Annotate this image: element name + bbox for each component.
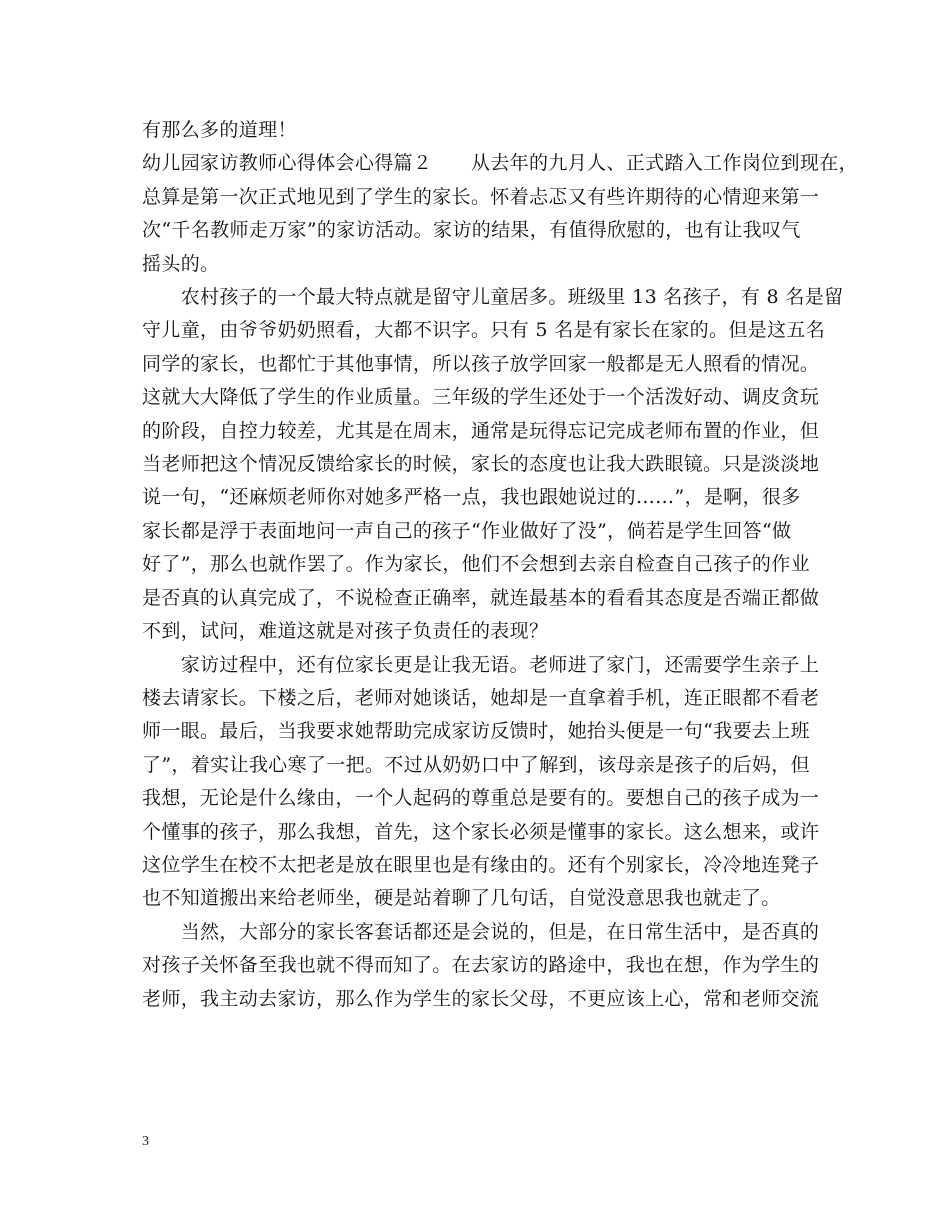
text-line: 个懂事的孩子，那么我想，首先，这个家长必须是懂事的家长。这么想来，或许 bbox=[142, 820, 820, 843]
text-line: 对孩子关怀备至我也就不得而知了。在去家访的路途中，我也在想，作为学生的 bbox=[142, 954, 820, 977]
text-line: 摇头的。 bbox=[142, 252, 220, 275]
text-line: 农村孩子的一个最大特点就是留守儿童居多。班级里 13 名孩子，有 8 名是留 bbox=[142, 286, 844, 309]
text-line: 这就大大降低了学生的作业质量。三年级的学生还处于一个活泼好动、调皮贪玩 bbox=[142, 386, 820, 409]
text-line: 说一句，“还麻烦老师你对她多严格一点，我也跟她说过的……”，是啊，很多 bbox=[142, 486, 801, 509]
text-line: 也不知道搬出来给老师坐，硬是站着聊了几句话，自觉没意思我也就走了。 bbox=[142, 887, 781, 910]
page-number: 3 bbox=[142, 1134, 149, 1149]
text-line: 是否真的认真完成了，不说检查正确率，就连最基本的看看其态度是否端正都做 bbox=[142, 586, 820, 609]
text-line: 这位学生在校不太把老是放在眼里也是有缘由的。还有个别家长，冷冷地连凳子 bbox=[142, 853, 820, 876]
text-line: 老师，我主动去家访，那么作为学生的家长父母，不更应该上心，常和老师交流 bbox=[142, 987, 820, 1010]
text-line: 当老师把这个情况反馈给家长的时候，家长的态度也让我大跌眼镜。只是淡淡地 bbox=[142, 453, 820, 476]
text-line: 家访过程中，还有位家长更是让我无语。老师进了家门，还需要学生亲子上 bbox=[142, 653, 820, 676]
text-line: 守儿童，由爷爷奶奶照看，大都不识字。只有 5 名是有家长在家的。但是这五名 bbox=[142, 319, 826, 342]
text-line: 的阶段，自控力较差，尤其是在周末，通常是玩得忘记完成老师布置的作业，但 bbox=[142, 419, 820, 442]
text-line: 家长都是浮于表面地问一声自己的孩子“作业做好了没”，倘若是学生回答“做 bbox=[142, 519, 792, 542]
text-line: 总算是第一次正式地见到了学生的家长。怀着忐忑又有些许期待的心情迎来第一 bbox=[142, 185, 820, 208]
text-line: 了”，着实让我心寒了一把。不过从奶奶口中了解到，该母亲是孩子的后妈，但 bbox=[142, 753, 810, 776]
text-line: 好了”，那么也就作罢了。作为家长，他们不会想到去亲自检查自己孩子的作业 bbox=[142, 553, 810, 576]
text-line: 同学的家长，也都忙于其他事情，所以孩子放学回家一般都是无人照看的情况。 bbox=[142, 352, 820, 375]
text-line: 幼儿园家访教师心得体会心得篇２ 从去年的九月人、正式踏入工作岗位到现在， bbox=[142, 152, 858, 175]
document-body bbox=[142, 114, 858, 1016]
text-line: 师一眼。最后，当我要求她帮助完成家访反馈时，她抬头便是一句“我要去上班 bbox=[142, 720, 810, 743]
text-line: 当然，大部分的家长客套话都还是会说的，但是，在日常生活中，是否真的 bbox=[142, 920, 820, 943]
text-line: 我想，无论是什么缘由，一个人起码的尊重总是要有的。要想自己的孩子成为一 bbox=[142, 787, 820, 810]
text-line: 有那么多的道理！ bbox=[142, 119, 297, 141]
text-line: 不到，试问，难道这就是对孩子负责任的表现？ bbox=[142, 620, 549, 643]
text-line: 次“千名教师走万家”的家访活动。家访的结果，有值得欣慰的，也有让我叹气 bbox=[142, 219, 801, 242]
text-line: 楼去请家长。下楼之后，老师对她谈话，她却是一直拿着手机，连正眼都不看老 bbox=[142, 686, 820, 709]
